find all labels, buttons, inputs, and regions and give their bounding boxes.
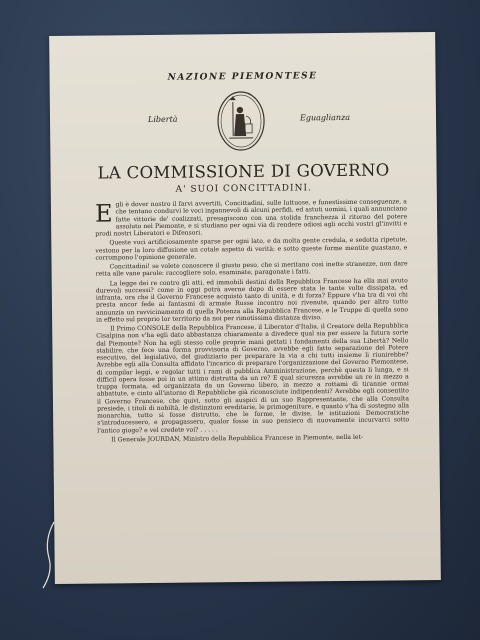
paragraph: La legge dei re contro gli atti, ed immobili destini della Repubblica Francese ha ella mai avuto durevoli successi? come in oggi potrà averne dopo di essere stata le tante volte dissipata, ed infranta, ora che il Governo Francese acquistò tanto di unità, e di forza? Eppure v'ha tra di voi chi presta ancor fede ai fantasmi di armate Russe incontro noi rivenute, quando per altro tutto annunzia un ravvicinamento di quella Potenza alla Repubblica Francese, e le Truppe di quella sono in effetto sul proprio lor territorio da noi per rimotissima distanza diviso. [95,276,409,324]
proclamation-subtitle: A' SUOI CONCITTADINI. [175,183,312,195]
printed-proclamation [49,32,441,584]
paragraph-text: gli è dover nostro il farvi avvertiti, Concittadini, sulle luttuose, e funestissime conseguenze, a che tentano condurvi le voci ingannevoli di alcuni perfidi, ed astuti uomini, i quali annunciano fatte vittorie de' coalizzati, presagiscono con una stolida franchezza il ritorno del potere assoluto nel Piemonte, e si studiano per ogni via di rendere odiosi agli occhi vostri gl'invitti e prodi nostri Liberatori e Difensori. [95,198,408,238]
document-header: NAZIONE PIEMONTESE [167,71,318,83]
allegorical-seal-icon [216,90,267,153]
proclamation-title: LA COMMISSIONE DI GOVERNO [97,160,390,183]
paragraph: Il Primo CONSOLE della Repubblica Francese, il Liberator d'Italia, il Creatore della Repubblica Cisalpina non v'ha egli dato abbastanza chiaramente a divedere qual sia per essere la futura sorte dal Piemonte? Non ha egli stesso colle proprie mani gettati i fondamenti della sua Libertà? Nello stabilire, che fece una forma provvisoria di Governo, avvebbe egli fatto separazione del Potere esecutivo, del legislativo, del giudiziario per preparare la via a chi tutti insieme li riunirebbe? Avrebbe egli alla Consulta affidato l'incarico di preparare l'organizzazione del Governo Piemontese, di compilar leggi, e regolar tutti i rami di pubblica Amministrazione, perchè questa li lunga, e si difficil opera fosse poi in un attimo distrutta da un re? E qual sicurezza avrebbe un re in mezzo a truppa formata, ed organizzata da un Governo libero, in mezzo a rottami di tirannie ormai abbattute, e cinto all'intorno di Repubbliche già riconosciute indipendenti? Avrebbe egli consentito il Governo Francese, che quivi, sotto gli auspici di un suo Rappresentante, che alla Consulta presiede, i titoli di nobiltà, le distinzioni ereditarie, le primogeniture, e quanto v'ha di sostegno alla monarchia, tutto si fosse distrutto, che le forme, le divise, le istituzioni Democratiche s'introducessero, e propagassero, qualor fosse in suo pensiero di nuovamente incurvarci sotto l'antico giogo? e vel credete voi? . . . . . [96,322,410,435]
drop-cap: E [94,199,113,228]
paragraph: Il Generale JOURDAN, Ministro della Repubblica Francese in Piemonte, nella let- [111,433,364,444]
loose-thread [40,520,58,590]
paragraph [95,198,407,238]
motto-liberta: Libertà [147,114,178,125]
paragraph: Concittadini! se volete conoscere il giusto peso, che si meritano così inette stranezze, non dare retta alle vane parole: raccogliere solo, esaminate, paragonate i fatti. [95,260,408,278]
proclamation-body [95,198,411,577]
motto-eguaglianza: Eguaglianza [299,112,351,123]
paragraph: Queste voci artificiosamente sparse per ogni lato, e da molta gente credula, e sedotta ripetute, vestono per la loro diffusione un cotale aspetto di verità: e sotto queste forme mentite guastano, e corrompono l'opinione generale. [95,236,408,262]
